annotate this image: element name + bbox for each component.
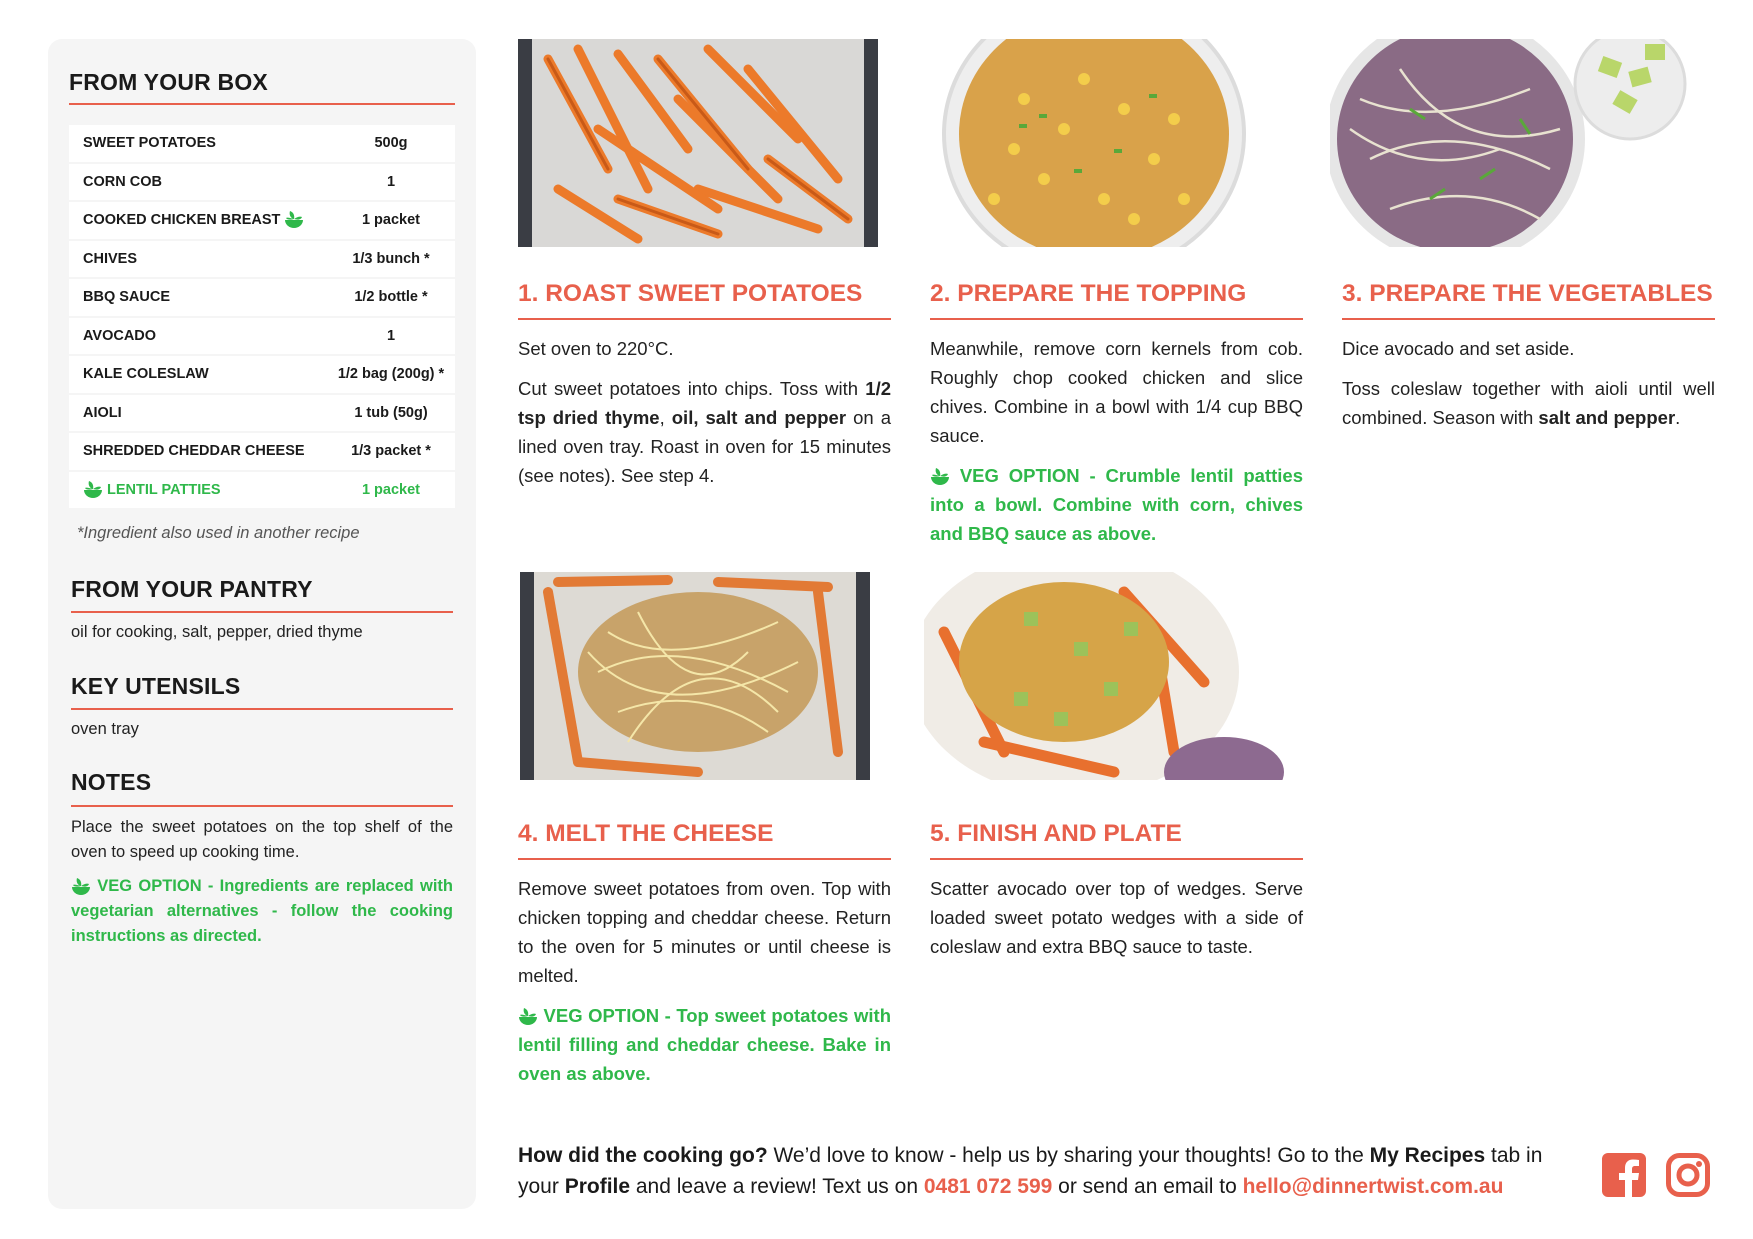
step-3-photo: [1330, 39, 1690, 247]
feedback-footer: [518, 1140, 1578, 1202]
ingredient-name-cell: [69, 210, 327, 230]
ingredient-row-veg: [69, 472, 455, 509]
veg-option-text: VEG OPTION - Top sweet potatoes with lentil filling and cheddar cheese. Bake in oven as above.: [518, 1005, 891, 1084]
email-link[interactable]: hello@dinnertwist.com.au: [1242, 1175, 1504, 1198]
step-1-para: [518, 374, 891, 490]
heading-rule: [69, 103, 455, 105]
from-your-box-heading: FROM YOUR BOX: [69, 69, 268, 95]
step-2-veg-option: [930, 461, 1303, 548]
step-4-veg-option: [518, 1001, 891, 1088]
ingredient-qty: 1: [386, 327, 396, 344]
ingredient-row: [69, 164, 455, 201]
ingredient-row: [69, 433, 455, 470]
veg-bowl-icon: [518, 1007, 538, 1027]
step-1-photo: [518, 39, 878, 247]
utensils-text: oven tray: [71, 720, 139, 738]
ingredient-row: [69, 279, 455, 316]
ingredient-name-cell: [69, 480, 327, 500]
instagram-icon[interactable]: [1666, 1153, 1710, 1197]
notes-heading: NOTES: [71, 769, 152, 795]
ingredient-row: [69, 202, 455, 239]
step-rule: [930, 858, 1303, 860]
ingredient-name: CHIVES: [83, 250, 137, 267]
ingredient-row: [69, 125, 455, 162]
step-1-body: [518, 334, 891, 501]
text-run: tab in your: [518, 1144, 1543, 1198]
step-3-body: [1342, 334, 1715, 443]
step-5-title: 5. FINISH AND PLATE: [930, 820, 1182, 847]
ingredient-name: SHREDDED CHEDDAR CHEESE: [83, 443, 305, 460]
step-rule: [518, 858, 891, 860]
step-3-para: [1342, 374, 1715, 432]
step-2-para: Meanwhile, remove corn kernels from cob. Roughly chop cooked chicken and slice chives. Combine in a bowl with 1/4 cup BBQ sauce.: [930, 338, 1303, 446]
ingredient-name: COOKED CHICKEN BREAST: [83, 212, 281, 229]
ingredient-qty: 1 packet: [361, 481, 421, 498]
ingredient-qty: 1: [386, 173, 396, 190]
step-2-photo: [924, 39, 1284, 247]
step-rule: [930, 318, 1303, 320]
step-3-para: Dice avocado and set aside.: [1342, 338, 1575, 359]
text-run: We’d love to know - help us by sharing your thoughts! Go to the: [767, 1144, 1370, 1167]
step-3-title: 3. PREPARE THE VEGETABLES: [1342, 280, 1713, 307]
ingredient-qty: 1/2 bag (200g) *: [337, 366, 445, 383]
ingredient-name: KALE COLESLAW: [83, 366, 209, 383]
step-5-para: Scatter avocado over top of wedges. Serve loaded sweet potato wedges with a side of coleslaw and extra BBQ sauce to taste.: [930, 878, 1303, 957]
step-rule: [518, 318, 891, 320]
heading-rule: [71, 611, 453, 613]
ingredient-row: [69, 318, 455, 355]
ingredient-name: LENTIL PATTIES: [107, 481, 221, 498]
veg-bowl-icon: [83, 480, 103, 500]
step-1-title: 1. ROAST SWEET POTATOES: [518, 280, 863, 307]
text-run: .: [1675, 407, 1681, 428]
text-run: ,: [659, 407, 672, 428]
text-run: Toss coleslaw together with aioli until well combined. Season with: [1342, 378, 1715, 428]
text-run-bold: 1/2 tsp dried thyme: [518, 378, 891, 428]
facebook-icon[interactable]: [1602, 1153, 1646, 1197]
ingredient-qty: 1 tub (50g): [354, 404, 428, 421]
step-2-title: 2. PREPARE THE TOPPING: [930, 280, 1247, 307]
text-run: and leave a review! Text us on: [630, 1175, 924, 1198]
step-4-photo: [518, 572, 878, 780]
key-utensils-heading: KEY UTENSILS: [71, 673, 241, 699]
feedback-question: How did the cooking go?: [518, 1144, 768, 1167]
phone-link[interactable]: 0481 072 599: [923, 1175, 1053, 1198]
step-4-body: [518, 874, 891, 1099]
ingredient-row: [69, 241, 455, 278]
text-run: Cut sweet potatoes into chips. Toss with: [518, 378, 866, 399]
pantry-text: oil for cooking, salt, pepper, dried thyme: [71, 623, 363, 641]
veg-option-text: VEG OPTION - Crumble lentil patties into a bowl. Combine with corn, chives and BBQ sauce as above.: [930, 465, 1304, 544]
from-your-pantry-heading: FROM YOUR PANTRY: [71, 576, 313, 602]
veg-bowl-icon: [930, 467, 950, 487]
step-2-body: [930, 334, 1303, 559]
ingredient-note: *Ingredient also used in another recipe: [77, 524, 360, 542]
ingredient-row: [69, 356, 455, 393]
ingredient-qty: 1/2 bottle *: [354, 289, 428, 306]
heading-rule: [71, 708, 453, 710]
ingredient-name: AVOCADO: [83, 327, 157, 344]
step-5-body: [930, 874, 1303, 972]
ingredient-qty: 1 packet: [361, 212, 421, 229]
step-4-para: Remove sweet potatoes from oven. Top with chicken topping and cheddar cheese. Return to the oven for 5 minutes or until cheese is melted.: [518, 878, 891, 986]
my-recipes-label: My Recipes: [1369, 1144, 1486, 1167]
notes-veg-text: VEG OPTION - Ingredients are replaced with vegetarian alternatives - follow the cooking instructions as directed.: [71, 877, 453, 945]
text-run-bold: oil, salt and pepper: [671, 407, 847, 428]
notes-text: Place the sweet potatoes on the top shelf of the oven to speed up cooking time.: [71, 818, 453, 861]
ingredient-name: SWEET POTATOES: [83, 135, 216, 152]
step-rule: [1342, 318, 1715, 320]
veg-bowl-icon: [284, 210, 304, 230]
veg-bowl-icon: [71, 877, 91, 897]
heading-rule: [71, 805, 453, 807]
ingredient-name: AIOLI: [83, 404, 122, 421]
ingredient-name: BBQ SAUCE: [83, 289, 171, 306]
ingredient-qty: 1/3 bunch *: [352, 250, 430, 267]
ingredient-row: [69, 395, 455, 432]
text-run: or send an email to: [1052, 1175, 1243, 1198]
text-run: on a lined oven tray. Roast in oven for 15 minutes (see notes). See step 4.: [518, 407, 891, 486]
text-run-bold: salt and pepper: [1538, 407, 1676, 428]
step-1-para: Set oven to 220°C.: [518, 338, 674, 359]
ingredient-table: [69, 125, 455, 510]
step-5-photo: [924, 572, 1284, 780]
profile-label: Profile: [564, 1175, 631, 1198]
ingredient-qty: 500g: [374, 135, 408, 152]
step-4-title: 4. MELT THE CHEESE: [518, 820, 774, 847]
ingredient-qty: 1/3 packet *: [351, 443, 431, 460]
notes-veg-option: [71, 874, 453, 949]
ingredient-name: CORN COB: [83, 173, 162, 190]
